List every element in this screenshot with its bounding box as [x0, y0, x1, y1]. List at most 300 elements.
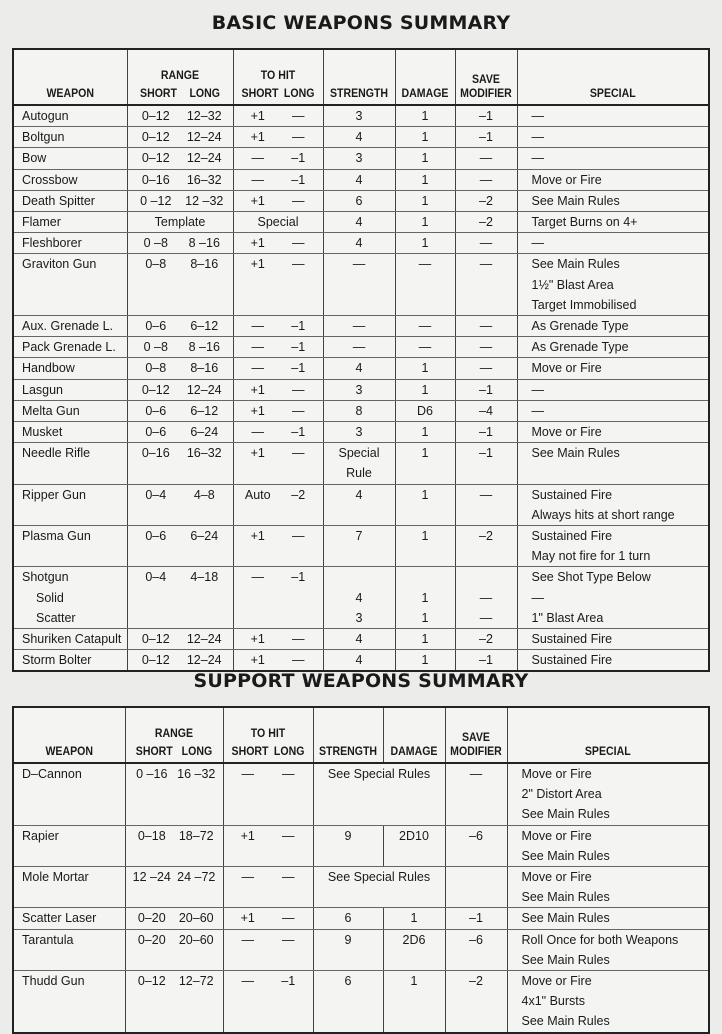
- weapon-name: [22, 804, 121, 824]
- hit-short: +1: [250, 130, 265, 145]
- strength-value: 3: [355, 109, 363, 123]
- weapon-name: Solid: [36, 590, 64, 605]
- strength-cell: [313, 929, 383, 970]
- table-row: [13, 379, 709, 400]
- damage-cell: [395, 526, 455, 567]
- modifier-label: MODIFIER: [460, 86, 512, 100]
- special-text: —: [531, 590, 544, 605]
- weapon-name: Scatter: [36, 610, 76, 625]
- hit-short: —: [241, 932, 254, 947]
- hit-short-label: SHORT: [241, 86, 279, 100]
- save-cell: [455, 316, 517, 337]
- weapon-header: WEAPON: [20, 707, 119, 763]
- table-row: [13, 763, 709, 825]
- save-value: —: [479, 257, 493, 272]
- strength-cell: [323, 316, 395, 337]
- table-row: [13, 484, 709, 525]
- weapon-cell: [13, 212, 127, 233]
- table-row: [13, 254, 709, 316]
- save-cell: [455, 148, 517, 169]
- to-hit-cell: [233, 400, 323, 421]
- weapon-cell: [13, 526, 127, 567]
- damage-value: 1: [421, 632, 429, 647]
- special-text: Sustained Fire: [531, 632, 613, 647]
- special-cell: [517, 358, 709, 379]
- hit-short: —: [241, 974, 254, 989]
- save-cell: [445, 867, 507, 908]
- save-value: –2: [479, 215, 493, 230]
- save-value: —: [479, 319, 493, 334]
- damage-cell: [395, 233, 455, 254]
- strength-damage-cell: See Special Rules: [313, 763, 445, 825]
- table-row: [13, 105, 709, 127]
- strength-value: 7: [355, 529, 363, 544]
- damage-cell: [395, 629, 455, 650]
- strength-value: 4: [355, 172, 363, 187]
- hit-short: +1: [250, 446, 265, 461]
- save-cell: [455, 422, 517, 443]
- damage-cell: [395, 148, 455, 169]
- weapon-cell: [13, 337, 127, 358]
- range-short: 0–16: [141, 172, 170, 187]
- weapon-cell: [13, 443, 127, 484]
- range-long: 24 –72: [177, 870, 216, 885]
- damage-cell: [395, 443, 455, 484]
- save-label: SAVE: [472, 72, 500, 86]
- special-cell: [517, 190, 709, 211]
- to-hit-cell: [233, 316, 323, 337]
- weapon-name: [22, 887, 121, 907]
- save-cell: [455, 484, 517, 525]
- save-cell: [455, 526, 517, 567]
- weapon-name: Ripper Gun: [22, 487, 86, 502]
- save-value: –1: [479, 425, 493, 440]
- strength-header: STRENGTH: [317, 707, 379, 763]
- damage-cell: [395, 567, 455, 629]
- hit-short: —: [241, 767, 254, 781]
- weapon-cell: [13, 825, 125, 866]
- to-hit-cell: [233, 379, 323, 400]
- special-cell: [517, 629, 709, 650]
- special-text: See Main Rules: [521, 848, 610, 863]
- range-long: 20–60: [178, 932, 214, 947]
- strength-value: [328, 567, 391, 587]
- strength-value: —: [352, 319, 366, 334]
- damage-cell: [395, 254, 455, 316]
- special-cell: [517, 212, 709, 233]
- save-value: —: [479, 172, 493, 187]
- range-long: 12–24: [186, 653, 222, 668]
- damage-cell: [395, 400, 455, 421]
- damage-cell: [383, 929, 445, 970]
- range-cell: [127, 400, 233, 421]
- strength-value: 4: [355, 632, 363, 647]
- strength-value: 3: [355, 151, 363, 166]
- range-long: 4–18: [190, 570, 219, 585]
- table-row: [13, 190, 709, 211]
- to-hit-cell: [233, 169, 323, 190]
- save-value: –1: [479, 382, 493, 397]
- range-cell: [127, 254, 233, 316]
- basic-weapons-title: BASIC WEAPONS SUMMARY: [211, 12, 511, 34]
- table-row: [13, 526, 709, 567]
- range-long: 12–72: [178, 974, 214, 989]
- special-text: See Main Rules: [531, 257, 620, 272]
- damage-cell: [395, 337, 455, 358]
- special-cell: [517, 567, 709, 629]
- modifier-label: MODIFIER: [450, 744, 502, 758]
- save-cell: [445, 763, 507, 825]
- range-short: 0–6: [145, 403, 167, 418]
- hit-short: +1: [250, 109, 265, 123]
- range-cell: [125, 867, 223, 908]
- special-header: SPECIAL: [519, 707, 697, 763]
- weapon-cell: [13, 358, 127, 379]
- table-row: [13, 337, 709, 358]
- save-cell: [455, 337, 517, 358]
- to-hit-cell: [233, 337, 323, 358]
- strength-cell: [323, 337, 395, 358]
- save-label: SAVE: [462, 730, 490, 744]
- save-value: —: [479, 236, 493, 251]
- strength-value: 9: [344, 828, 352, 843]
- hit-long: –1: [291, 172, 306, 187]
- strength-value: 3: [355, 425, 363, 440]
- weapon-name: Shuriken Catapult: [22, 632, 122, 647]
- weapon-name: D–Cannon: [22, 767, 82, 781]
- range-short: 0 –8: [143, 236, 168, 251]
- range-long: 12 –32: [185, 193, 224, 208]
- hit-long: —: [292, 130, 305, 145]
- range-cell: [127, 629, 233, 650]
- range-short: 0 –12: [140, 193, 172, 208]
- weapon-cell: [13, 127, 127, 148]
- hit-long: –1: [291, 319, 306, 334]
- weapon-name: Musket: [22, 425, 63, 440]
- special-text: Move or Fire: [531, 172, 602, 187]
- weapon-name: Fleshborer: [22, 236, 82, 251]
- save-value: –1: [479, 109, 493, 123]
- damage-value: —: [418, 257, 432, 272]
- damage-value: 1: [410, 911, 418, 926]
- weapon-name: Crossbow: [22, 172, 78, 187]
- special-text: See Main Rules: [521, 911, 610, 926]
- table-header: [13, 49, 709, 105]
- damage-value: 1: [421, 653, 429, 668]
- strength-cell: [323, 443, 395, 484]
- hit-short: +1: [250, 193, 265, 208]
- strength-cell: [323, 567, 395, 629]
- to-hit-cell: [233, 190, 323, 211]
- damage-value: [400, 567, 451, 587]
- weapon-name: Needle Rifle: [22, 446, 91, 461]
- special-text: Target Burns on 4+: [531, 215, 638, 230]
- special-cell: [517, 484, 709, 525]
- damage-cell: [383, 971, 445, 1033]
- special-header: SPECIAL: [529, 49, 698, 105]
- to-hit-cell: [223, 971, 313, 1033]
- save-cell: [455, 400, 517, 421]
- save-cell: [455, 358, 517, 379]
- hit-long: —: [282, 870, 295, 885]
- weapon-name: Autogun: [22, 109, 69, 123]
- weapon-name: [22, 784, 121, 804]
- header-row: [13, 49, 709, 105]
- save-value: –2: [479, 529, 493, 544]
- damage-value: 1: [421, 109, 429, 123]
- hit-long: –1: [291, 340, 306, 355]
- table-row: [13, 358, 709, 379]
- strength-cell: [313, 908, 383, 929]
- save-cell: [455, 127, 517, 148]
- table-row: [13, 127, 709, 148]
- save-value: –1: [479, 130, 493, 145]
- special-text: Sustained Fire: [531, 529, 613, 544]
- damage-value: 1: [421, 487, 429, 502]
- damage-value: 1: [421, 446, 429, 461]
- special-text: Move or Fire: [521, 828, 592, 843]
- damage-header: DAMAGE: [387, 707, 442, 763]
- save-cell: [455, 212, 517, 233]
- hit-long: –2: [291, 487, 306, 502]
- range-cell: [127, 379, 233, 400]
- to-hit-cell: [233, 254, 323, 316]
- special-text: May not fire for 1 turn: [531, 549, 651, 564]
- damage-cell: [395, 105, 455, 127]
- range-long: 6–12: [190, 403, 219, 418]
- save-value: –1: [479, 446, 493, 461]
- to-hit-cell: Special: [233, 212, 323, 233]
- range-long-label: LONG: [181, 744, 213, 758]
- hit-short: +1: [240, 911, 255, 926]
- strength-cell: [323, 105, 395, 127]
- special-text: —: [531, 236, 544, 251]
- weapon-name: Storm Bolter: [22, 653, 92, 668]
- save-cell: [455, 443, 517, 484]
- save-cell: [455, 233, 517, 254]
- range-cell: [125, 908, 223, 929]
- special-cell: [507, 929, 709, 970]
- range-short: 0–6: [145, 319, 167, 334]
- damage-value: 1: [421, 215, 429, 230]
- damage-value: 1: [421, 529, 429, 544]
- damage-value: 1: [410, 974, 418, 989]
- to-hit-cell: [233, 484, 323, 525]
- range-short: 0 –16: [136, 767, 168, 781]
- range-cell: [127, 337, 233, 358]
- range-cell: [125, 763, 223, 825]
- range-cell: [127, 169, 233, 190]
- range-short: 0–12: [141, 382, 170, 397]
- range-long: 6–24: [190, 425, 219, 440]
- range-cell: [125, 825, 223, 866]
- save-value: —: [479, 590, 493, 605]
- special-text: 4x1" Bursts: [521, 994, 585, 1009]
- hit-long-label: LONG: [283, 86, 315, 100]
- strength-value: 3: [355, 382, 363, 397]
- range-short: 0–6: [145, 529, 167, 544]
- hit-long-label: LONG: [273, 744, 305, 758]
- damage-cell: [383, 825, 445, 866]
- special-text: Move or Fire: [521, 870, 592, 885]
- hit-short: +1: [240, 828, 255, 843]
- hit-long: –1: [291, 570, 306, 585]
- save-cell: [455, 190, 517, 211]
- hit-short: +1: [250, 236, 265, 251]
- to-hit-cell: [233, 422, 323, 443]
- range-long-label: LONG: [189, 86, 220, 100]
- to-hit-cell: [233, 526, 323, 567]
- damage-value: 1: [421, 425, 429, 440]
- hit-short: —: [251, 361, 264, 376]
- save-cell: [445, 929, 507, 970]
- range-long: 18–72: [178, 828, 214, 843]
- range-cell: [127, 526, 233, 567]
- save-value: –6: [469, 828, 483, 843]
- to-hit-cell: [233, 127, 323, 148]
- range-short: 0–4: [145, 570, 167, 585]
- to-hit-cell: [223, 908, 313, 929]
- range-cell: [127, 148, 233, 169]
- special-text: —: [531, 151, 544, 166]
- table-row: [13, 422, 709, 443]
- range-cell: [127, 567, 233, 629]
- range-short: 0–8: [145, 257, 167, 272]
- range-short: 0–12: [141, 130, 170, 145]
- strength-value: Special Rule: [338, 446, 380, 481]
- save-cell: [445, 908, 507, 929]
- to-hit-header: [238, 49, 317, 105]
- damage-value: —: [418, 319, 432, 334]
- range-cell: [127, 233, 233, 254]
- save-value: —: [479, 487, 493, 502]
- hit-long: —: [292, 632, 305, 647]
- range-cell: Template: [127, 212, 233, 233]
- strength-value: 4: [355, 590, 363, 605]
- range-long: 20–60: [178, 911, 214, 926]
- weapon-cell: [13, 254, 127, 316]
- weapon-cell: [13, 629, 127, 650]
- weapon-name: [22, 505, 123, 525]
- weapon-name: [22, 950, 121, 970]
- save-cell: [455, 379, 517, 400]
- weapon-name: Mole Mortar: [22, 870, 89, 885]
- to-hit-cell: [223, 825, 313, 866]
- hit-long: —: [292, 529, 305, 544]
- weapon-cell: [13, 908, 125, 929]
- save-modifier-header: [449, 707, 504, 763]
- to-hit-cell: [233, 629, 323, 650]
- strength-value: 4: [355, 487, 363, 502]
- save-modifier-header: [459, 49, 514, 105]
- strength-value: 3: [355, 610, 363, 625]
- special-cell: [507, 763, 709, 825]
- range-long: 12–24: [186, 632, 222, 647]
- weapon-name: Tarantula: [22, 932, 74, 947]
- hit-long: —: [292, 653, 305, 668]
- range-long: 16–32: [186, 446, 222, 461]
- strength-cell: [323, 650, 395, 672]
- strength-cell: [323, 148, 395, 169]
- strength-cell: [323, 169, 395, 190]
- special-text: 1½" Blast Area: [531, 277, 614, 292]
- hit-short: +1: [250, 382, 265, 397]
- table-row: [13, 316, 709, 337]
- hit-long: —: [282, 911, 295, 926]
- strength-value: —: [352, 257, 366, 272]
- hit-long: —: [282, 828, 295, 843]
- hit-long: —: [292, 382, 305, 397]
- to-hit-cell: [233, 358, 323, 379]
- hit-short: —: [241, 870, 254, 885]
- damage-cell: [395, 212, 455, 233]
- strength-value: 4: [355, 215, 363, 230]
- special-text: —: [531, 403, 544, 418]
- hit-short: —: [251, 151, 264, 166]
- special-text: Move or Fire: [521, 767, 592, 781]
- damage-value: 2D10: [399, 828, 429, 843]
- special-text: See Main Rules: [531, 446, 620, 461]
- to-hit-cell: [233, 443, 323, 484]
- weapon-cell: [13, 105, 127, 127]
- weapon-cell: [13, 422, 127, 443]
- weapon-name: [22, 546, 123, 566]
- range-short: 0–20: [137, 932, 166, 947]
- table-row: [13, 867, 709, 908]
- weapon-cell: [13, 400, 127, 421]
- save-cell: [455, 254, 517, 316]
- damage-cell: [383, 908, 445, 929]
- strength-cell: [323, 127, 395, 148]
- save-value: –1: [469, 911, 483, 926]
- range-short: 0 –8: [143, 340, 168, 355]
- weapon-name: Boltgun: [22, 130, 65, 145]
- damage-cell: [395, 484, 455, 525]
- range-cell: [127, 650, 233, 672]
- range-long: 12–24: [186, 151, 222, 166]
- special-text: Target Immobilised: [531, 297, 637, 312]
- damage-value: —: [418, 340, 432, 355]
- hit-long: –1: [291, 425, 306, 440]
- weapon-name: Handbow: [22, 361, 75, 376]
- hit-long: —: [292, 403, 305, 418]
- weapon-name: [22, 1011, 121, 1031]
- save-cell: [445, 971, 507, 1033]
- save-value: –2: [469, 974, 483, 989]
- range-cell: [127, 484, 233, 525]
- range-short: 0–4: [145, 487, 167, 502]
- save-cell: [455, 105, 517, 127]
- damage-header: DAMAGE: [399, 49, 452, 105]
- damage-cell: [395, 379, 455, 400]
- save-value: —: [469, 767, 483, 781]
- special-cell: [507, 825, 709, 866]
- range-short: 0–20: [137, 911, 166, 926]
- weapon-name: Graviton Gun: [22, 257, 97, 272]
- special-text: See Main Rules: [521, 890, 610, 905]
- strength-cell: [323, 484, 395, 525]
- damage-cell: [395, 169, 455, 190]
- range-short-label: SHORT: [135, 744, 173, 758]
- damage-value: 1: [421, 130, 429, 145]
- special-text: Move or Fire: [531, 361, 602, 376]
- range-header: [131, 707, 217, 763]
- strength-value: 6: [344, 911, 352, 926]
- hit-long: —: [292, 257, 305, 272]
- strength-cell: [323, 629, 395, 650]
- range-short: 0–16: [141, 446, 170, 461]
- damage-value: 1: [421, 382, 429, 397]
